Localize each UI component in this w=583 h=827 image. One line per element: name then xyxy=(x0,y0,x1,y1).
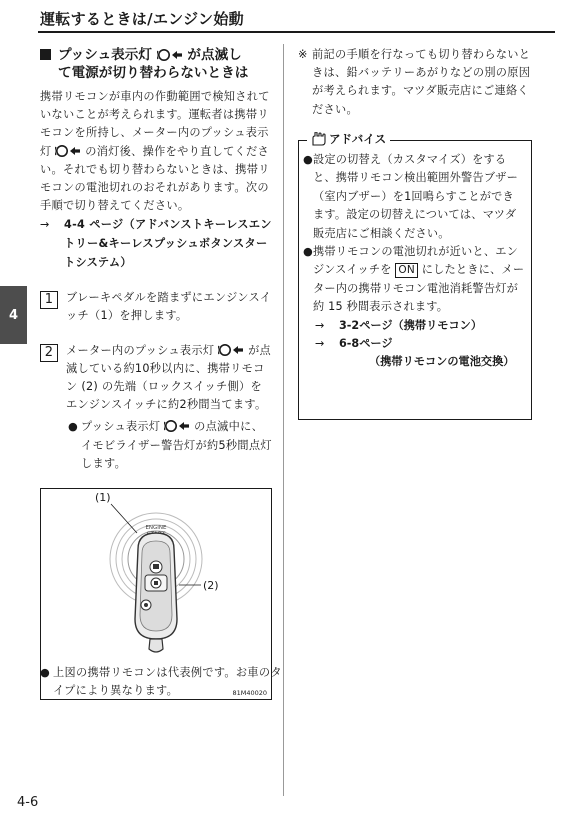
switch-label-1: ENGINE xyxy=(145,525,167,531)
callout-2: (2) xyxy=(203,579,219,592)
hand-pointing-icon xyxy=(311,132,327,146)
right-column xyxy=(298,46,532,369)
step-2 xyxy=(40,342,272,473)
header-rule xyxy=(38,31,555,33)
advice-ref-2[interactable] xyxy=(303,335,525,372)
intro-text-b: の消灯後、操作をやり直してください。それでも切り替わらないときは、携帯リモコンの電池切れのおそれがあります。次の手順で切り替えてください。 xyxy=(40,144,270,213)
step-1 xyxy=(40,289,272,325)
advice-item-2 xyxy=(303,243,525,317)
advice-ref-2-text: 6-8ページ xyxy=(339,337,393,351)
page-number: 4-6 xyxy=(17,795,39,810)
bullet-dot: ● xyxy=(68,420,79,434)
step-text-a: メーター内のプッシュ表示灯 xyxy=(66,343,215,357)
section-title xyxy=(40,46,272,82)
intro-paragraph xyxy=(40,88,272,215)
square-bullet-icon xyxy=(40,49,51,60)
arrow-icon: → xyxy=(315,337,325,351)
advice-body xyxy=(303,151,525,372)
caution-note xyxy=(298,46,532,119)
advice-item-2-text-b: にしたときに、メーター内の携帯リモコン電池消耗警告灯が約 15 秒間表示されます。 xyxy=(313,263,525,314)
chapter-tab[interactable]: 4 xyxy=(0,286,27,344)
intro-text-a: 携帯リモコンが車内の作動範囲で検知されていないことが考えられます。運転者は携帯リモコンを所持し、メーター内のプッシュ表示灯 xyxy=(40,90,270,158)
arrow-icon: → xyxy=(40,218,50,232)
page-header: 運転するときは/エンジン始動 xyxy=(40,10,244,28)
arrow-icon: → xyxy=(315,318,325,332)
figure-note xyxy=(40,664,285,700)
push-indicator-icon xyxy=(218,343,244,357)
step-number: 2 xyxy=(40,344,58,362)
section-title-part1: プッシュ表示灯 xyxy=(58,47,152,63)
bullet-dot: ● xyxy=(303,153,313,166)
advice-heading xyxy=(307,131,390,147)
advice-item-2-text-a: 携帯リモコンの電池切れが近いと、エンジンスイッチを xyxy=(313,245,518,277)
note-mark: ※ xyxy=(298,48,308,61)
callout-1: (1) xyxy=(95,491,111,504)
push-indicator-icon xyxy=(164,419,190,433)
step-text: ブレーキペダルを踏まずにエンジンスイッチ（1）を押します。 xyxy=(66,291,272,323)
bullet-text-b: の点滅中に、イモビライザー警告灯が約5秒間点灯します。 xyxy=(81,420,272,470)
push-indicator-icon xyxy=(55,144,81,158)
advice-ref-2-subtext: （携帯リモコンの電池交換） xyxy=(369,355,515,369)
advice-label: アドバイス xyxy=(329,132,387,146)
advice-ref-1-text: 3-2ページ（携帯リモコン） xyxy=(339,318,483,332)
bullet-dot: ● xyxy=(303,245,313,259)
advice-item-1-text: 設定の切替え（カスタマイズ）をすると、携帯リモコン検出範囲外警告ブザー（室内ブザー）を1回鳴らすことができます。設定の切替えについては、マツダ販売店にご相談ください。 xyxy=(313,153,518,240)
bullet-dot: ● xyxy=(40,666,51,679)
on-position-label: ON xyxy=(395,263,418,278)
section-title-part2: が点滅し xyxy=(187,47,242,63)
left-column xyxy=(40,46,282,698)
advice-box xyxy=(298,132,532,420)
advice-item-1 xyxy=(303,151,525,243)
figure-code: 81M40020 xyxy=(232,689,267,697)
reference-text: 4-4 ページ（アドバンストキーレスエントリー&キーレスプッシュボタンスタートシステム） xyxy=(64,218,272,269)
figure-note-text: 上図の携帯リモコンは代表例です。お車のタイプにより異なります。 xyxy=(53,666,282,698)
step-2-bullet xyxy=(68,418,272,473)
section-title-line2: て電源が切り替わらないときは xyxy=(58,65,249,81)
step-text-b: が点滅している約10秒以内に、携帯リモコン (2) の先端（ロックスイッチ側）をエンジンスイッチに約2秒間当てます。 xyxy=(66,343,272,412)
bullet-text-a: プッシュ表示灯 xyxy=(81,420,161,434)
advice-ref-1[interactable] xyxy=(303,317,525,335)
push-indicator-icon xyxy=(157,48,183,62)
page-reference[interactable] xyxy=(40,216,272,272)
note-text: 前記の手順を行なっても切り替わらないときは、鉛バッテリーあがりなどの別の原因が考えられます。マツダ販売店にご連絡ください。 xyxy=(312,48,531,116)
step-number: 1 xyxy=(40,291,58,309)
